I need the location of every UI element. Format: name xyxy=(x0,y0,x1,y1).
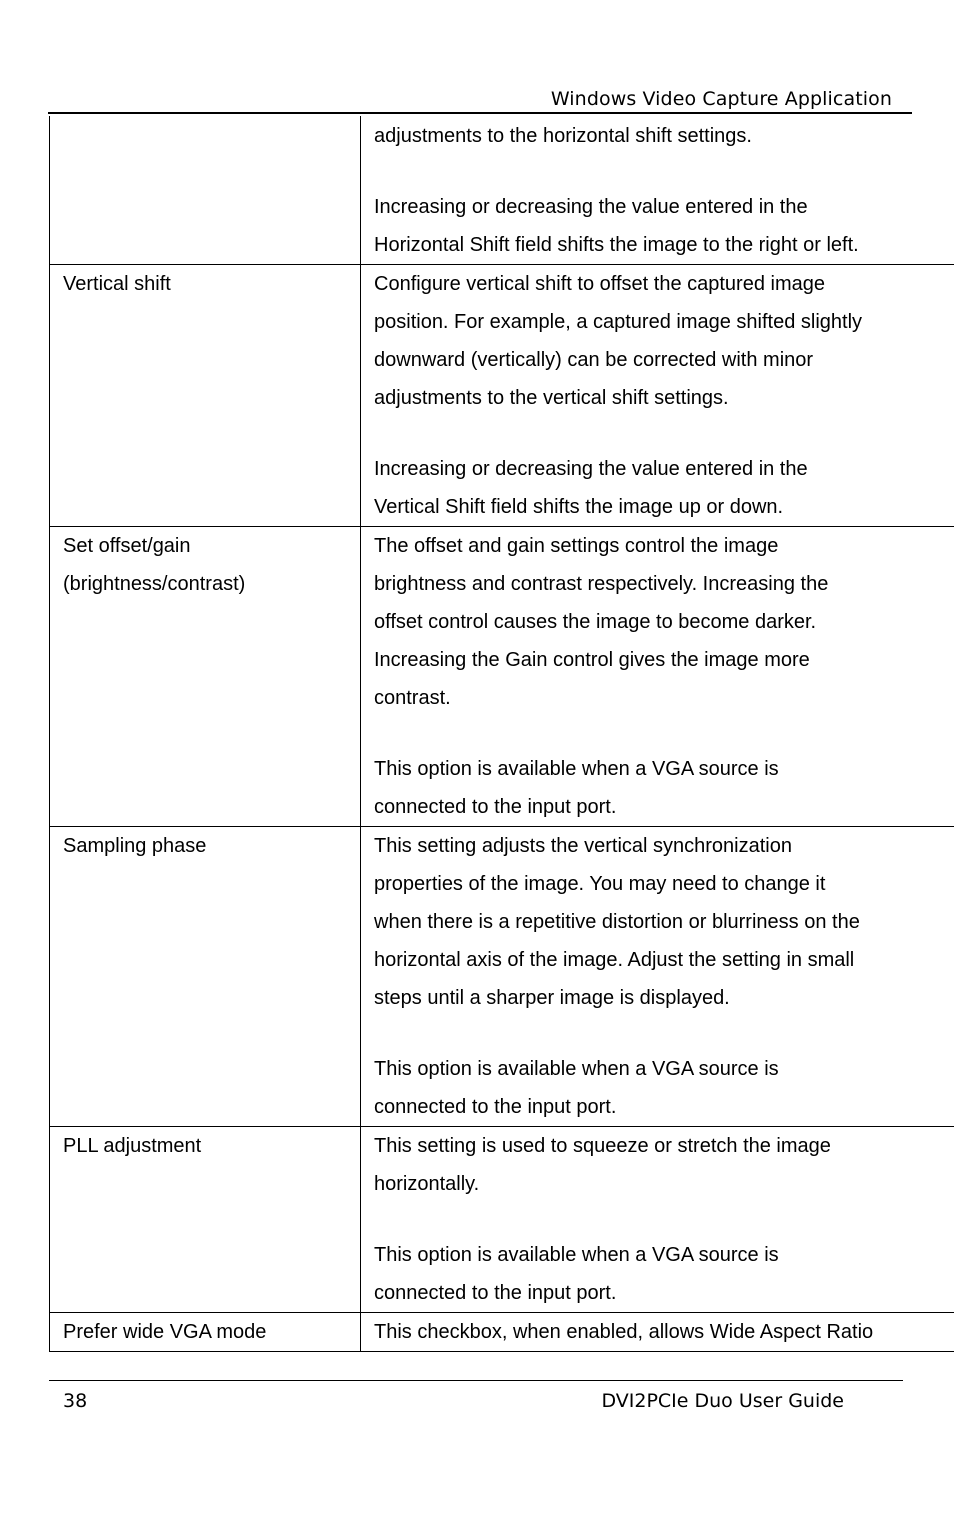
setting-description-cell xyxy=(361,827,954,1127)
description-paragraph: Configure vertical shift to offset the captured image position. For example, a captured image shifted slightly downward (vertically) can be corrected with minor adjustments to the vertical shift settings. xyxy=(374,273,863,409)
description-paragraph: This setting adjusts the vertical synchronization properties of the image. You may need to change it when there is a repetitive distortion or blurriness on the horizontal axis of the image. Adjust the setting in small steps until a sharper image is displayed. xyxy=(374,835,860,1009)
table-row xyxy=(50,1313,954,1352)
guide-title: DVI2PCIe Duo User Guide xyxy=(601,1390,844,1412)
setting-description-cell xyxy=(361,527,954,827)
description-paragraph: This setting is used to squeeze or stretch the image horizontally. xyxy=(374,1135,831,1195)
description-paragraph: This option is available when a VGA source is connected to the input port. xyxy=(374,758,779,818)
description-paragraph: This option is available when a VGA source is connected to the input port. xyxy=(374,1244,779,1304)
setting-description-cell xyxy=(361,1313,954,1352)
description-paragraph: The offset and gain settings control the image brightness and contrast respectively. Increasing the offset control causes the image to become darker. Increasing the Gain control gives the image more contrast. xyxy=(374,535,829,709)
setting-name-cell xyxy=(50,265,361,527)
setting-name: Sampling phase xyxy=(63,835,207,857)
table-row xyxy=(50,527,954,827)
setting-name-cell xyxy=(50,827,361,1127)
setting-name-cell xyxy=(50,1127,361,1313)
table-row xyxy=(50,827,954,1127)
setting-description-cell xyxy=(361,265,954,527)
description-paragraph: adjustments to the horizontal shift settings. xyxy=(374,125,752,147)
description-paragraph: This option is available when a VGA source is connected to the input port. xyxy=(374,1058,779,1118)
running-header-title: Windows Video Capture Application xyxy=(550,88,892,110)
page-number: 38 xyxy=(63,1390,88,1412)
setting-name: Vertical shift xyxy=(63,273,171,295)
table-row xyxy=(50,265,954,527)
table-row xyxy=(50,1127,954,1313)
table-row xyxy=(50,116,954,265)
settings-table xyxy=(49,116,954,1352)
header-divider xyxy=(48,112,912,114)
setting-name-cell xyxy=(50,116,361,265)
description-paragraph: Increasing or decreasing the value entered in the Vertical Shift field shifts the image up or down. xyxy=(374,458,808,518)
footer-divider xyxy=(49,1380,903,1381)
setting-name: Set offset/gain (brightness/contrast) xyxy=(63,535,246,595)
setting-description-cell xyxy=(361,1127,954,1313)
description-paragraph: This checkbox, when enabled, allows Wide Aspect Ratio xyxy=(374,1321,874,1343)
setting-name-cell xyxy=(50,1313,361,1352)
setting-name: PLL adjustment xyxy=(63,1135,202,1157)
description-paragraph: Increasing or decreasing the value entered in the Horizontal Shift field shifts the image to the right or left. xyxy=(374,196,859,256)
setting-name: Prefer wide VGA mode xyxy=(63,1321,267,1343)
setting-name-cell xyxy=(50,527,361,827)
setting-description-cell xyxy=(361,116,954,265)
